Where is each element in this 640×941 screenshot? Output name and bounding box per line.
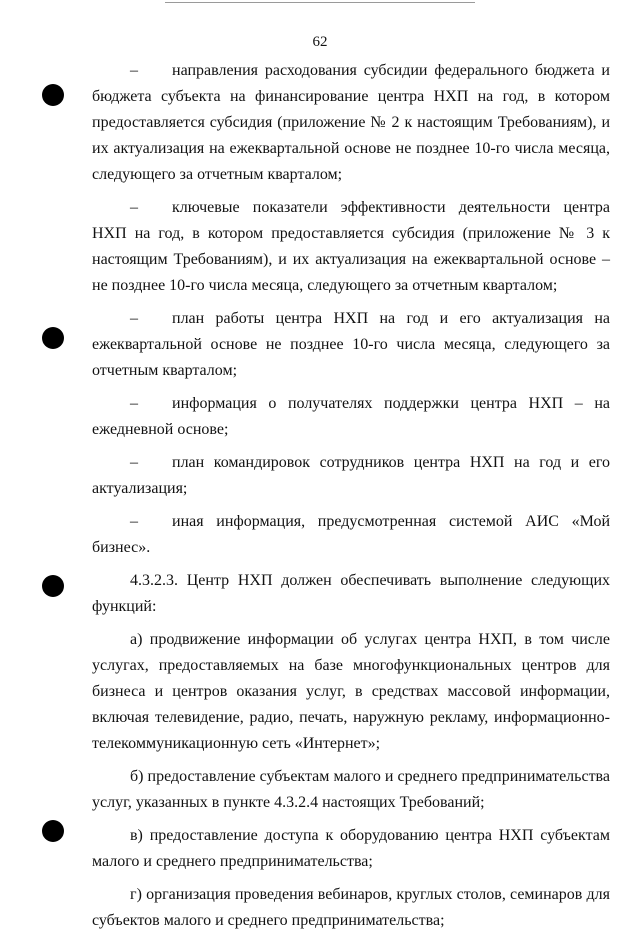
binder-hole-4	[42, 820, 64, 842]
dash-marker: –	[130, 62, 138, 79]
list-item: б) предоставление субъектам малого и среднего предпринимательства услуг, указанных в пункте 4.3.2.4 настоящих Требований;	[92, 768, 610, 811]
binder-hole-3	[42, 575, 64, 597]
bullet-paragraph	[92, 195, 610, 299]
dash-marker: –	[130, 454, 138, 471]
list-item: а) продвижение информации об услугах центра НХП, в том числе услугах, предоставляемых на базе многофункциональных центров для бизнеса и центров оказания услуг, в средствах массовой информации, включая телевидение, радио, печать, наружную рекламу, информационно-телекоммуникационную сеть «Интернет»;	[92, 631, 610, 752]
list-item: в) предоставление доступа к оборудованию центра НХП субъектам малого и среднего предпринимательства;	[92, 827, 610, 870]
binder-hole-1	[42, 84, 64, 106]
dash-marker: –	[130, 395, 138, 412]
bullet-text: информация о получателях поддержки центра НХП – на ежедневной основе;	[92, 395, 610, 438]
section-heading: 4.3.2.3. Центр НХП должен обеспечивать выполнение следующих функций:	[92, 572, 610, 615]
bullet-text: план командировок сотрудников центра НХП на год и его актуализация;	[92, 454, 610, 497]
dash-marker: –	[130, 310, 138, 327]
bullet-text: иная информация, предусмотренная системой АИС «Мой бизнес».	[92, 513, 610, 556]
bullet-paragraph	[92, 391, 610, 443]
bullet-text: ключевые показатели эффективности деятельности центра НХП на год, в котором предоставляется субсидия (приложение № 3 к настоящим Требованиям), и их актуализация на ежеквартальной основе – не позднее 10-го числа месяца, следующего за отчетным кварталом;	[92, 199, 610, 294]
scan-top-line	[165, 2, 475, 3]
bullet-paragraph	[92, 306, 610, 384]
bullet-text: направления расходования субсидии федерального бюджета и бюджета субъекта на финансирование центра НХП на год, в котором предоставляется субсидия (приложение № 2 к настоящим Требованиям), и их актуализация на ежеквартальной основе не позднее 10-го числа месяца, следующего за отчетным кварталом;	[92, 62, 610, 183]
bullet-paragraph	[92, 450, 610, 502]
dash-marker: –	[130, 199, 138, 216]
dash-marker: –	[130, 513, 138, 530]
document-body	[92, 58, 610, 941]
page-number: 62	[312, 34, 328, 50]
binder-hole-2	[42, 327, 64, 349]
bullet-paragraph	[92, 509, 610, 561]
bullet-paragraph	[92, 58, 610, 188]
list-item: г) организация проведения вебинаров, круглых столов, семинаров для субъектов малого и среднего предпринимательства;	[92, 886, 610, 929]
bullet-text: план работы центра НХП на год и его актуализация на ежеквартальной основе не позднее 10-го числа месяца, следующего за отчетным кварталом;	[92, 310, 610, 379]
